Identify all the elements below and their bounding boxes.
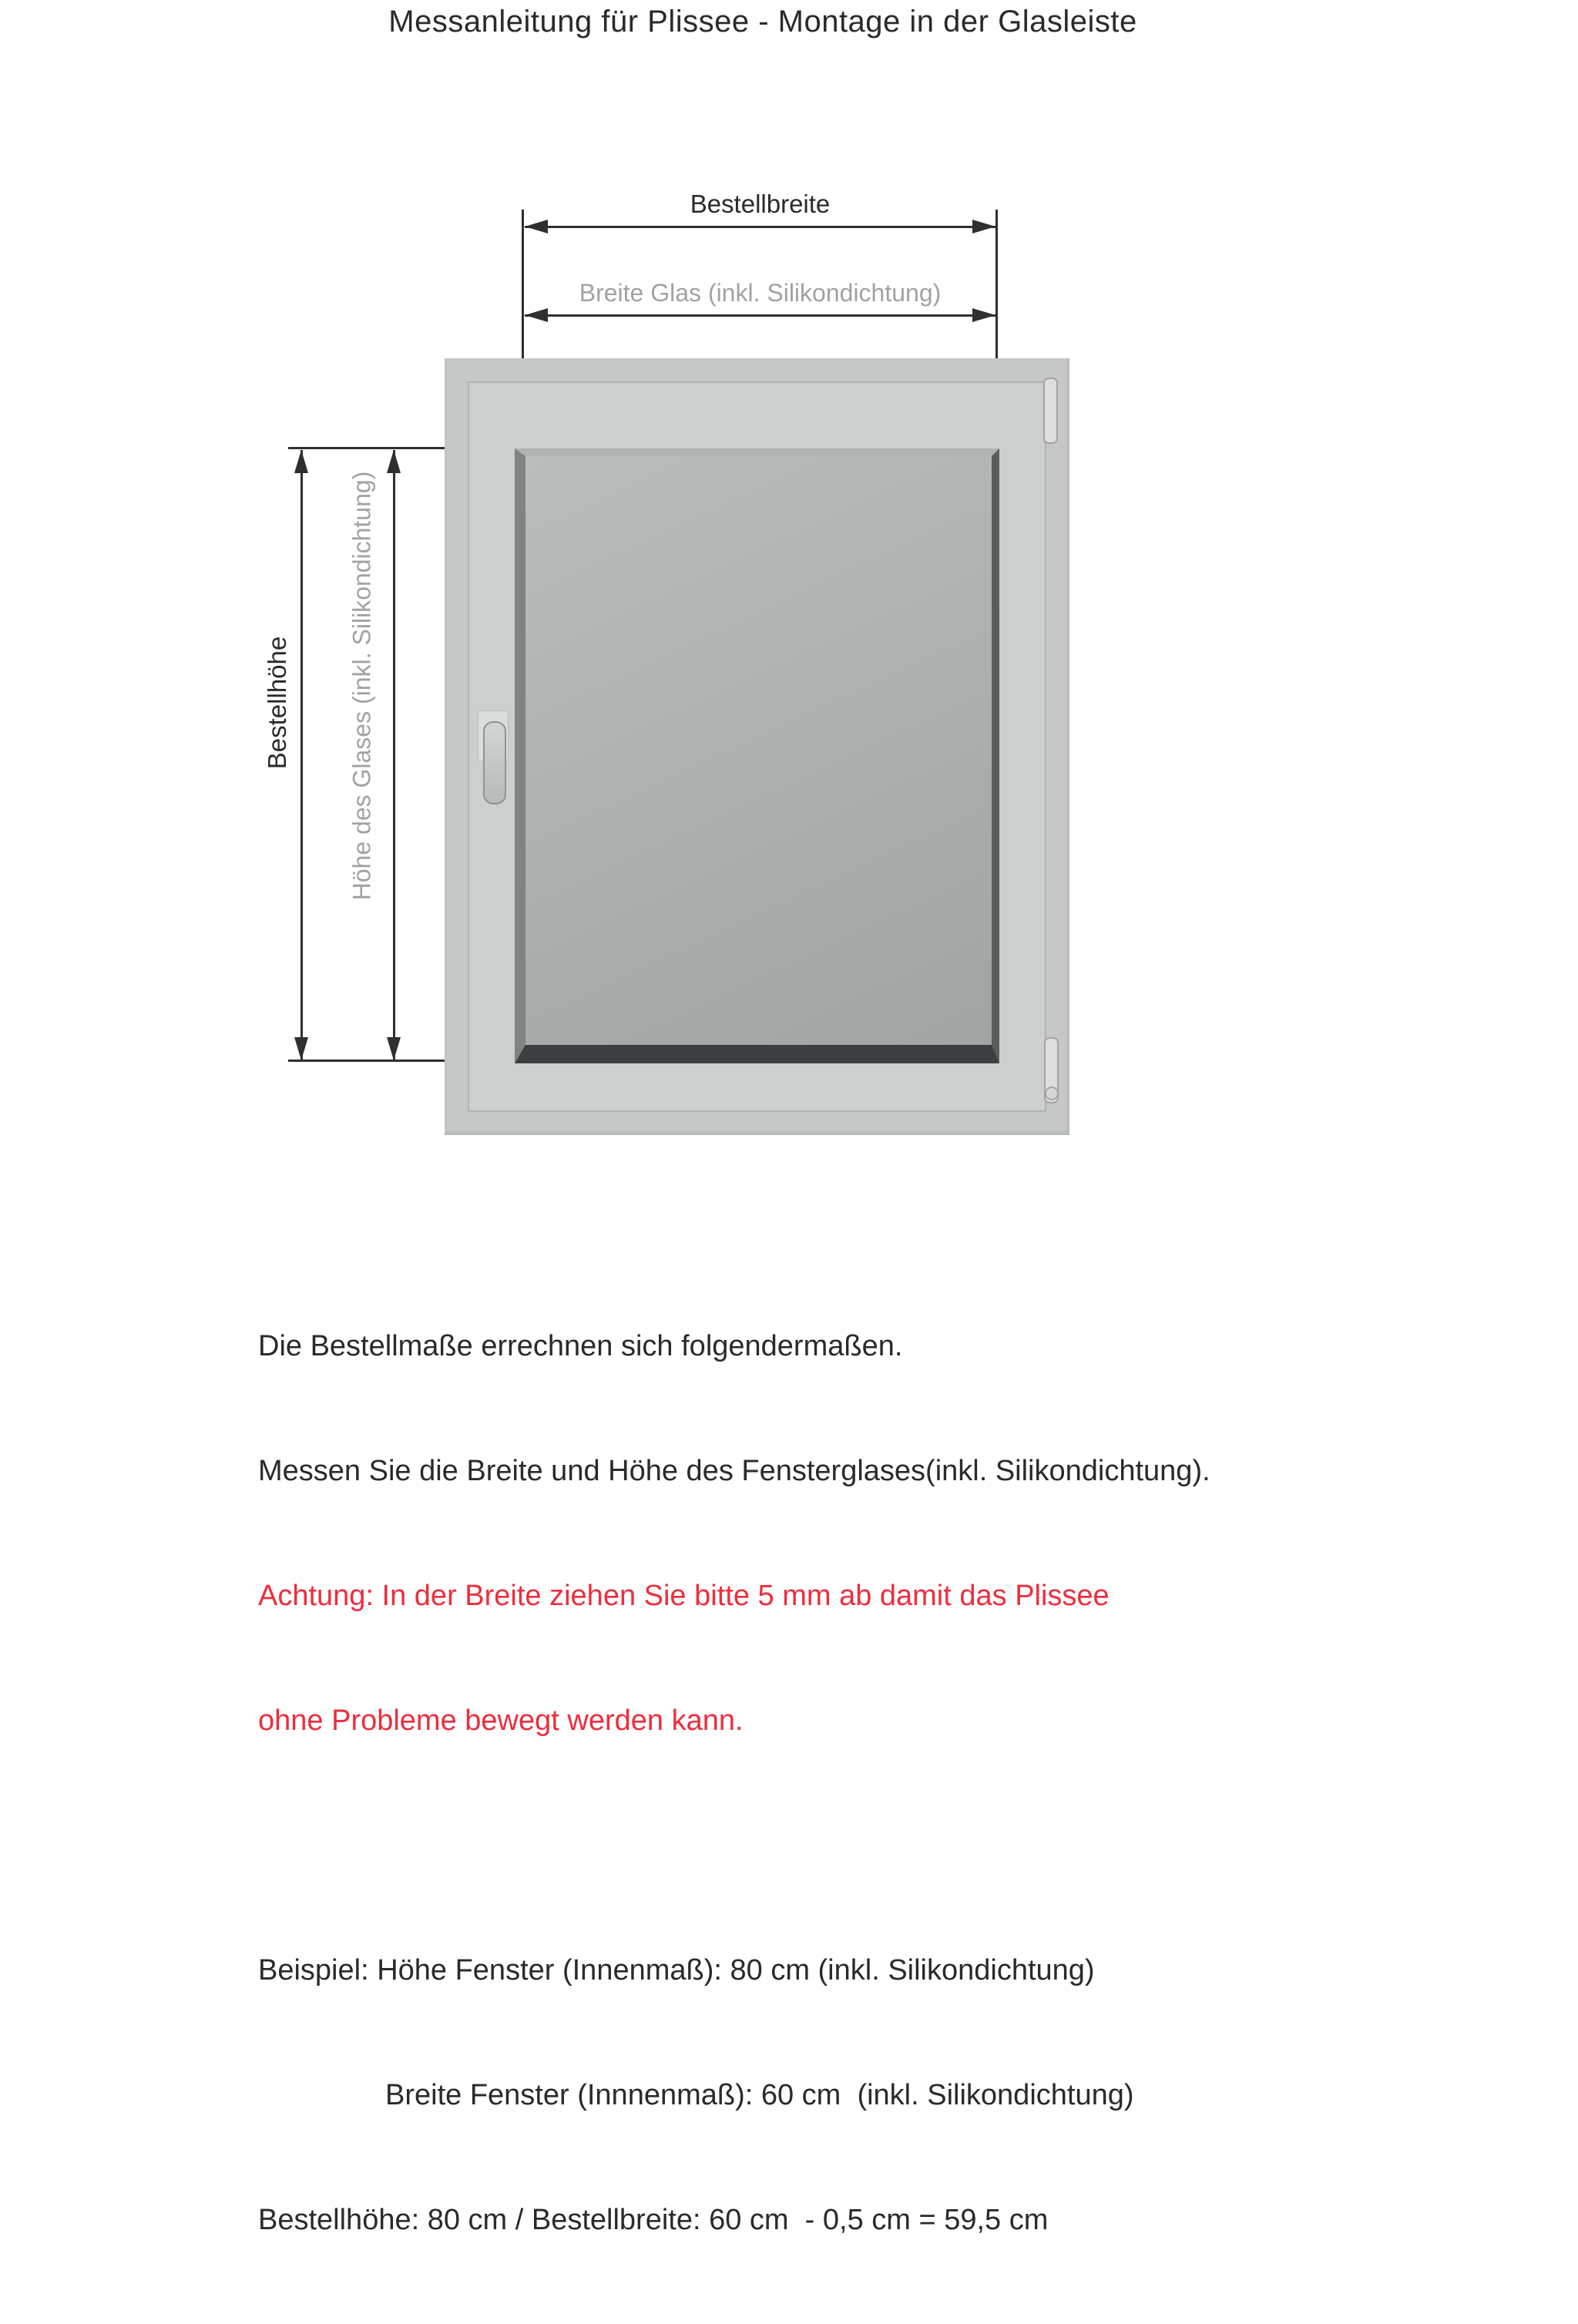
order-height-label: Bestellhöhe <box>263 636 291 770</box>
glass-height-dimension-arrow <box>393 450 395 1060</box>
window-frame <box>445 358 1069 1135</box>
warning-line: ohne Probleme bewegt werden kann. <box>258 1704 744 1737</box>
glass-width-dimension-arrow <box>525 314 995 317</box>
text-spacer <box>258 1825 1210 1866</box>
instruction-line: Die Bestellmaße errechnen sich folgendermaßen. <box>258 1330 903 1362</box>
page-title: Messanleitung für Plissee - Montage in der Glasleiste <box>388 5 1137 39</box>
glass-width-label: Breite Glas (inkl. Silikondichtung) <box>579 279 942 307</box>
instruction-text-block <box>258 1242 1210 2324</box>
window-hinge-top <box>1043 378 1058 444</box>
order-width-label: Bestellbreite <box>690 190 831 218</box>
example-line: Breite Fenster (Innnenmaß): 60 cm (inkl. Silikondichtung) <box>385 2079 1134 2111</box>
window-hinge-pin <box>1045 1086 1059 1100</box>
order-width-dimension-arrow <box>525 226 995 228</box>
instruction-line: Messen Sie die Breite und Höhe des Fensterglases(inkl. Silikondichtung). <box>258 1455 1210 1487</box>
example-line: Beispiel: Höhe Fenster (Innenmaß): 80 cm (inkl. Silikondichtung) <box>258 1954 1095 1986</box>
window-handle-icon <box>483 721 506 804</box>
example-line: Bestellhöhe: 80 cm / Bestellbreite: 60 cm - 0,5 cm = 59,5 cm <box>258 2204 1049 2236</box>
window-glass <box>515 448 999 1063</box>
warning-line: Achtung: In der Breite ziehen Sie bitte 5 mm ab damit das Plissee <box>258 1580 1110 1612</box>
glass-height-label: Höhe des Glases (inkl. Silikondichtung) <box>347 471 376 901</box>
order-height-dimension-arrow <box>300 450 303 1060</box>
